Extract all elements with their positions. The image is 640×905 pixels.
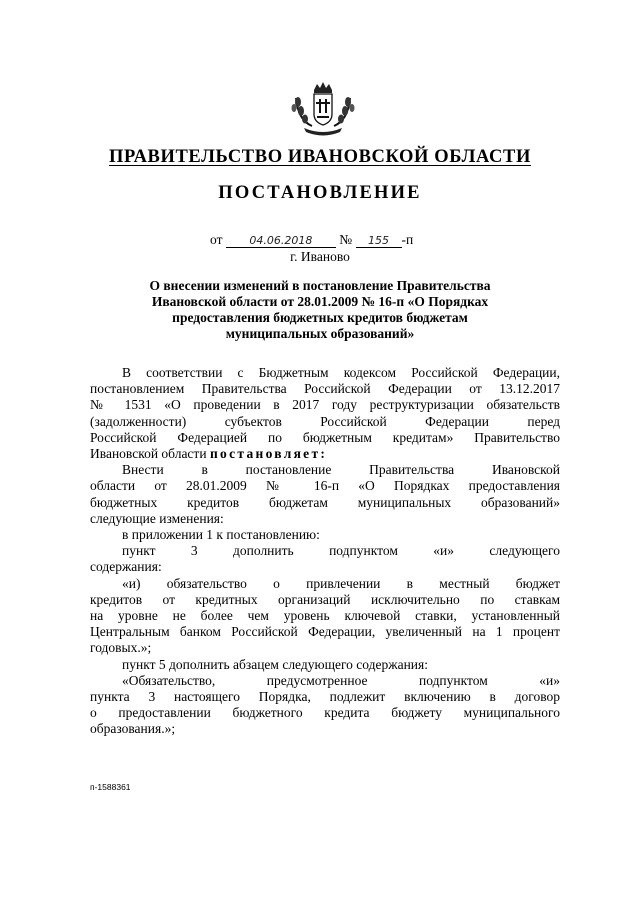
body-line: бюджетных кредитов бюджетам муниципальных образований»	[90, 494, 560, 510]
body-line	[90, 446, 560, 462]
body-line: пункт 3 дополнить подпунктом «и» следующего	[122, 543, 560, 559]
handwritten-date: 04.06.2018	[226, 234, 336, 248]
body-line: Центральным банком Российской Федерации, увеличенный на 1 процент	[90, 624, 560, 640]
body-line: на уровне не более чем уровень ключевой ставки, установленный	[90, 608, 560, 624]
body-line: области от 28.01.2009 № 16-п «О Порядках предоставления	[90, 478, 560, 494]
body-line: Внести в постановление Правительства Ивановской	[122, 462, 560, 478]
body-line: постановлением Правительства Российской Федерации от 13.12.2017	[90, 381, 560, 397]
body-line: кредитов от кредитных организаций исключительно по ставкам	[90, 591, 560, 607]
body-line: «и) обязательство о привлечении в местный бюджет	[122, 575, 560, 591]
document-barcode-id: п-1588361	[90, 782, 131, 792]
document-subject	[0, 278, 640, 342]
number-suffix: -п	[401, 232, 414, 247]
reference-line	[210, 232, 470, 248]
body-line: пункт 5 дополнить абзацем следующего содержания:	[122, 656, 428, 672]
body-line: образования.»;	[90, 721, 176, 737]
ivanovo-coat-of-arms-icon	[290, 80, 356, 138]
body-line: содержания:	[90, 559, 162, 575]
body-line: следующие изменения:	[90, 510, 224, 526]
city-label: г. Иваново	[290, 249, 350, 264]
number-label: №	[339, 232, 353, 247]
subject-line: муниципальных образований»	[225, 326, 415, 341]
from-label: от	[210, 232, 223, 247]
document-type-title: ПОСТАНОВЛЕНИЕ	[218, 183, 422, 203]
body-line: пункта 3 настоящего Порядка, подлежит включению в договор	[90, 689, 560, 705]
body-line: годовых.»;	[90, 640, 152, 656]
body-line: № 1531 «О проведении в 2017 году реструктуризации обязательств	[90, 397, 560, 413]
subject-line: предоставления бюджетных кредитов бюджетам	[172, 310, 468, 325]
organization-title: ПРАВИТЕЛЬСТВО ИВАНОВСКОЙ ОБЛАСТИ	[109, 147, 531, 167]
handwritten-number: 155	[356, 234, 402, 248]
resolution-keyword: постановляет:	[209, 446, 328, 462]
body-line: в приложении 1 к постановлению:	[122, 527, 320, 543]
document-body	[90, 365, 560, 738]
body-line: В соответствии с Бюджетным кодексом Российской Федерации,	[122, 365, 560, 380]
body-line: Российской Федерацией по бюджетным кредитам» Правительство	[90, 429, 560, 445]
subject-line: Ивановской области от 28.01.2009 № 16-п «О Порядках	[151, 294, 489, 309]
body-text: Ивановской области	[90, 446, 207, 462]
body-line: о предоставлении бюджетного кредита бюджету муниципального	[90, 705, 560, 721]
subject-line: О внесении изменений в постановление Правительства	[149, 278, 491, 293]
body-line: (задолженности) субъектов Российской Федерации перед	[90, 413, 560, 429]
body-line: «Обязательство, предусмотренное подпунктом «и»	[122, 672, 560, 688]
